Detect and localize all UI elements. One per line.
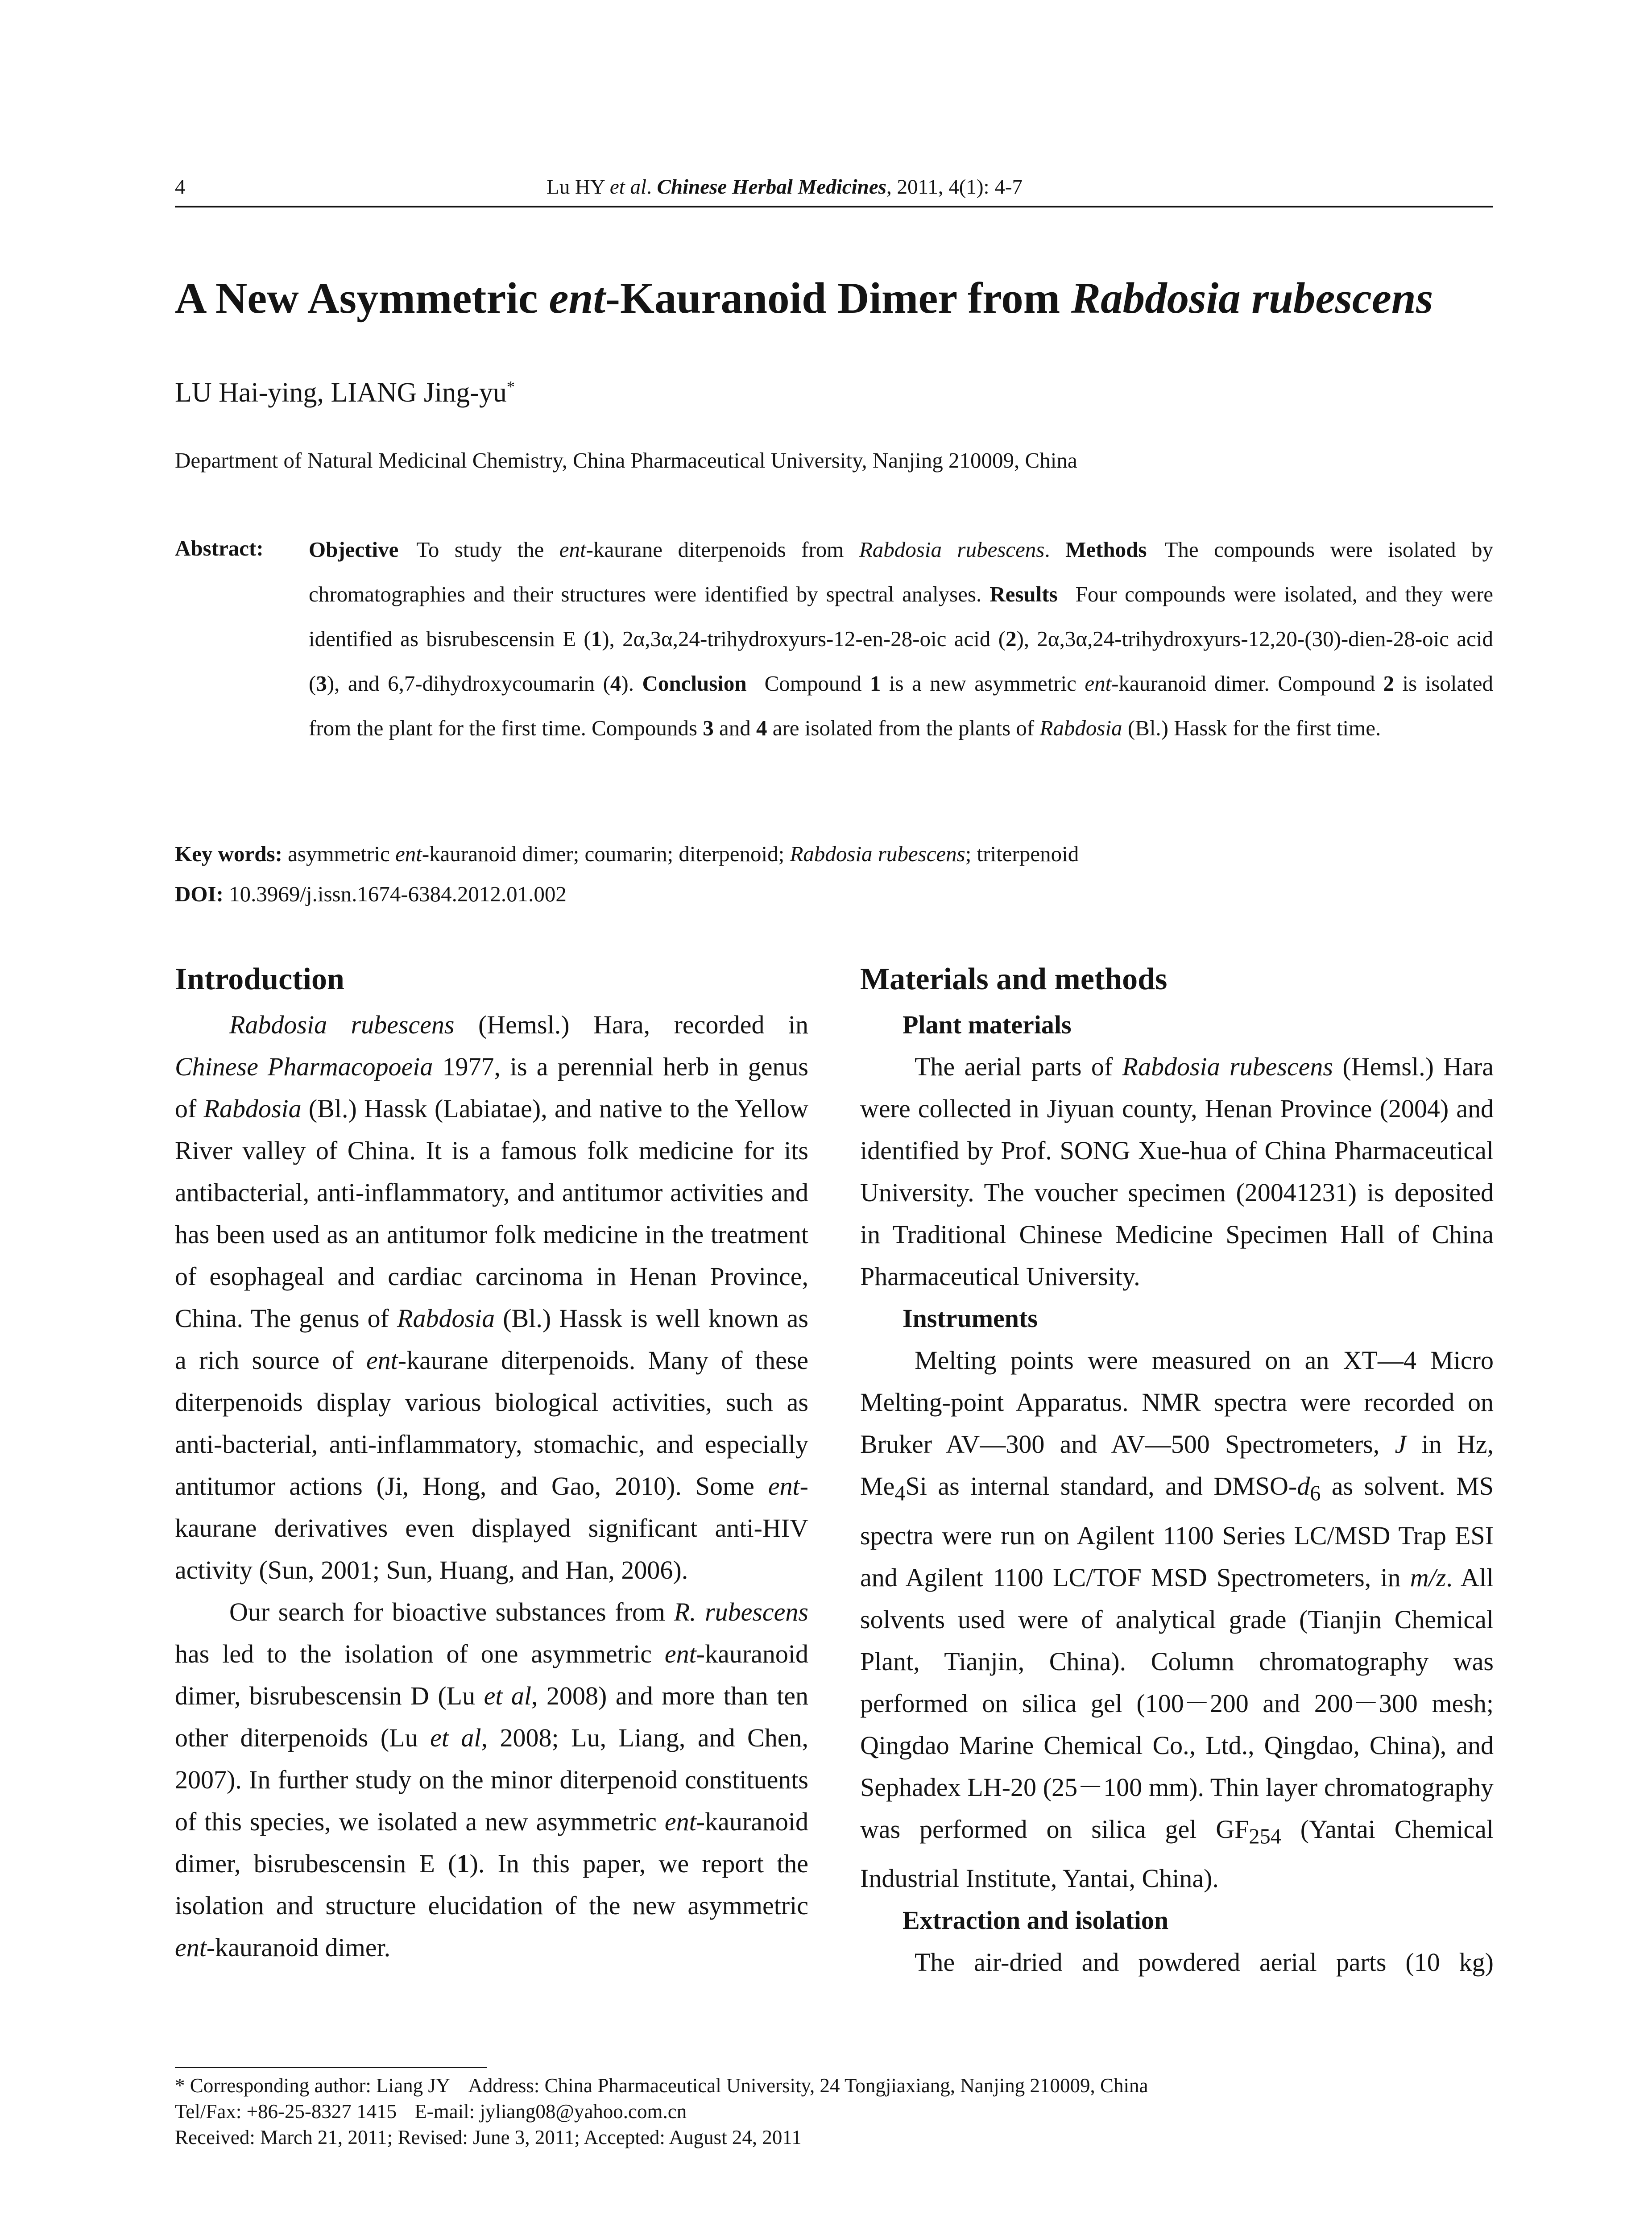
doi-label: DOI: [175, 882, 224, 906]
abstract-text: The compounds were isolated by chromatographies and their structures were identified by spectral analyses. [309, 537, 1494, 606]
body-text: -kauranoid dimer, bisrubescensin E ( [175, 1807, 808, 1878]
header-rule [175, 206, 1493, 207]
subheading-instruments: Instruments [903, 1304, 1038, 1333]
paper-title [175, 273, 1433, 323]
body-text: , 2008; Lu, Liang, and Chen, 2007). In further study on the minor diterpenoid constituents of this species, we isolated a new asymmetric [175, 1723, 808, 1836]
citation-authors: Lu HY [547, 175, 610, 199]
abstract-text: (Bl.) Hassk for the first time. [1122, 716, 1381, 740]
abstract-text: is a new asymmetric [881, 671, 1085, 696]
journal-name: Chinese Herbal Medicines [657, 175, 886, 199]
footnote-dates: Received: March 21, 2011; Revised: June 3, 2011; Accepted: August 24, 2011 [175, 2126, 802, 2148]
footnote-text: * Corresponding author: Liang JY [175, 2074, 451, 2097]
body-text: -kauranoid dimer. [206, 1933, 391, 1962]
doi-value: 10.3969/j.issn.1674-6384.2012.01.002 [223, 882, 567, 906]
body-text: Our search for bioactive substances from [229, 1597, 674, 1626]
methods-label: Methods [1065, 537, 1147, 562]
abstract-text: ), 2α,3α,24-trihydroxyurs-12-en-28-oic acid ( [602, 626, 1006, 651]
compound-number: 4 [756, 716, 767, 740]
keywords-text: -kauranoid dimer; coumarin; diterpenoid; [422, 842, 790, 866]
abstract-text: To study the [416, 537, 559, 562]
italic-text: m/z [1410, 1563, 1446, 1592]
title-part: A New Asymmetric [175, 274, 549, 323]
section-heading-methods: Materials and methods [860, 962, 1168, 996]
abstract-italic: ent [559, 537, 586, 562]
doi [175, 881, 567, 907]
section-heading-introduction: Introduction [175, 962, 344, 996]
title-part-italic: ent [549, 274, 606, 323]
abstract-text: Four compounds were isolated, and they were identified as bisrubescensin E ( [309, 582, 1494, 651]
intro-paragraph-2 [175, 1591, 808, 1969]
compound-number: 1 [591, 626, 602, 651]
italic-text: ent [664, 1639, 696, 1668]
species-name: Rabdosia rubescens [1122, 1052, 1333, 1081]
body-text: 1977, is a perennial herb in genus of [175, 1052, 809, 1123]
body-text: (Bl.) Hassk is well known as a rich source of [175, 1304, 808, 1375]
body-text: ). In this paper, we report the isolation and structure elucidation of the new asymmetric [175, 1849, 808, 1920]
species-name: Rabdosia rubescens [229, 1010, 455, 1039]
keywords [175, 841, 1079, 867]
corresponding-mark: * [506, 377, 515, 396]
subheading-extraction: Extraction and isolation [903, 1906, 1169, 1935]
compound-number: 1 [456, 1849, 470, 1878]
footnote-rule [175, 2067, 487, 2068]
abstract-italic: ent [1085, 671, 1112, 696]
body-text: in Hz, Me [860, 1430, 1494, 1501]
right-column [860, 955, 1494, 1983]
compound-number: 4 [610, 671, 621, 696]
keywords-italic: ent [395, 842, 422, 866]
title-species: Rabdosia rubescens [1071, 274, 1433, 323]
abstract-text: is isolated from the plant for the first time. Compounds [309, 671, 1494, 740]
italic-text: ent [664, 1807, 696, 1836]
abstract-text: ), and 6,7-dihydroxycoumarin ( [327, 671, 610, 696]
body-text: -kauranoid dimer, bisrubescensin D (Lu [175, 1639, 808, 1710]
body-text: as solvent. MS spectra were run on Agilent 1100 Series LC/MSD Trap ESI and Agilent 1100 LC/TOF MSD Spectrometers, in [860, 1472, 1494, 1592]
compound-number: 1 [869, 671, 881, 696]
objective-label: Objective [309, 537, 399, 562]
compound-number: 3 [316, 671, 327, 696]
intro-paragraph-1 [175, 1004, 808, 1591]
abstract-text: -kauranoid dimer. Compound [1111, 671, 1383, 696]
abstract-body [309, 527, 1493, 751]
footnote-contact [175, 2098, 687, 2124]
italic-text: et al [484, 1681, 532, 1710]
body-text: Si as internal standard, and DMSO- [905, 1472, 1297, 1501]
abstract-text: . [1044, 537, 1050, 562]
body-text: . All solvents used were of analytical grade (Tianjin Chemical Plant, Tianjin, China). Column chromatography was performed on silica gel (100－200 and 200－300 mesh; Qingdao Marine Chemical Co., Ltd., Qingdao, China), and Sephadex LH-20 (25－100 mm). Thin layer chromatography was performed on silica gel GF [860, 1563, 1494, 1844]
keywords-text: ; triterpenoid [965, 842, 1079, 866]
body-text: (Hemsl.) Hara were collected in Jiyuan county, Henan Province (2004) and identified by Prof. SONG Xue-hua of China Pharmaceutical University. The voucher specimen (20041231) is deposited in Traditional Chinese Medicine Specimen Hall of China Pharmaceutical University. [860, 1052, 1494, 1291]
keywords-label: Key words: [175, 842, 282, 866]
page-number: 4 [175, 175, 186, 199]
species-name: R. rubescens [674, 1597, 808, 1626]
abstract-text: -kaurane diterpenoids from [586, 537, 859, 562]
plant-materials-paragraph [860, 1046, 1494, 1298]
subscript: 6 [1310, 1481, 1321, 1505]
italic-text: ent [175, 1933, 207, 1962]
abstract-species: Rabdosia rubescens [859, 537, 1045, 562]
body-text: has led to the isolation of one asymmetric [175, 1639, 665, 1668]
footnote-text: Tel/Fax: +86-25-8327 1415 [175, 2100, 397, 2123]
footnote-text: E-mail: jyliang08@yahoo.com.cn [414, 2100, 687, 2123]
italic-text: ent [768, 1472, 800, 1501]
citation-volume: , 2011, 4(1): 4-7 [886, 175, 1023, 199]
italic-text: et al [430, 1723, 481, 1752]
footnote-text: Address: China Pharmaceutical University, 24 Tongjiaxiang, Nanjing 210009, China [468, 2074, 1148, 2097]
keywords-species: Rabdosia rubescens [790, 842, 965, 866]
affiliation: Department of Natural Medicinal Chemistry, China Pharmaceutical University, Nanjing 210009, China [175, 448, 1077, 473]
body-text: -kaurane diterpenoids. Many of these diterpenoids display various biological activities, such as anti-bacterial, anti-inflammatory, stomachic, and especially antitumor actions (Ji, Hong, and Gao, 2010). Some [175, 1346, 808, 1501]
footnote-corresponding [175, 2073, 1148, 2098]
abstract-text: and [713, 716, 756, 740]
abstract-genus: Rabdosia [1039, 716, 1122, 740]
genus-name: Rabdosia [203, 1094, 302, 1123]
italic-text: ent [366, 1346, 398, 1375]
results-label: Results [990, 582, 1058, 606]
body-text: (Yantai Chemical Industrial Institute, Yantai, China). [860, 1814, 1494, 1893]
running-header-citation [547, 175, 1023, 199]
author-names: LU Hai-ying, LIANG Jing-yu [175, 377, 507, 408]
italic-text: J [1395, 1430, 1407, 1459]
abstract-text: are isolated from the plants of [767, 716, 1040, 740]
extraction-paragraph: The air-dried and powdered aerial parts (10 kg) [915, 1948, 1494, 1977]
abstract-label: Abstract: [175, 536, 264, 560]
body-text: -kaurane derivatives even displayed significant anti-HIV activity (Sun, 2001; Sun, Huang, and Han, 2006). [175, 1472, 808, 1584]
abstract-text: ), 2α,3α,24-trihydroxyurs-12,20-(30)-dien-28-oic acid ( [309, 626, 1493, 696]
genus-name: Rabdosia [397, 1304, 495, 1333]
body-text: (Hemsl.) Hara, recorded in [454, 1010, 809, 1039]
citation-etal: et al [609, 175, 647, 199]
author-list [175, 377, 515, 409]
body-text: Melting points were measured on an XT—4 Micro Melting-point Apparatus. NMR spectra were recorded on Bruker AV—300 and AV—500 Spectrometers, [860, 1346, 1494, 1459]
italic-text: d [1297, 1472, 1310, 1501]
keywords-text: asymmetric [282, 842, 395, 866]
instruments-paragraph [860, 1339, 1494, 1899]
body-text: The aerial parts of [915, 1052, 1122, 1081]
compound-number: 2 [1383, 671, 1394, 696]
compound-number: 2 [1006, 626, 1017, 651]
subheading-plant-materials: Plant materials [903, 1010, 1072, 1039]
compound-number: 3 [703, 716, 714, 740]
italic-text: Chinese Pharmacopoeia [175, 1052, 433, 1081]
subscript: 4 [894, 1481, 906, 1505]
subscript: 254 [1249, 1825, 1281, 1849]
abstract-text: ). [621, 671, 634, 696]
citation-dot: . [646, 175, 657, 199]
abstract-text: Compound [764, 671, 870, 696]
body-text: (Bl.) Hassk (Labiatae), and native to the Yellow River valley of China. It is a famous folk medicine for its antibacterial, anti-inflammatory, and antitumor activities and has been used as an antitumor folk medicine in the treatment of esophageal and cardiac carcinoma in Henan Province, China. The genus of [175, 1094, 808, 1333]
title-part: -Kauranoid Dimer from [605, 274, 1072, 323]
body-text: , 2008) and more than ten other diterpenoids (Lu [175, 1681, 808, 1752]
left-column [175, 955, 808, 1969]
conclusion-label: Conclusion [642, 671, 747, 696]
